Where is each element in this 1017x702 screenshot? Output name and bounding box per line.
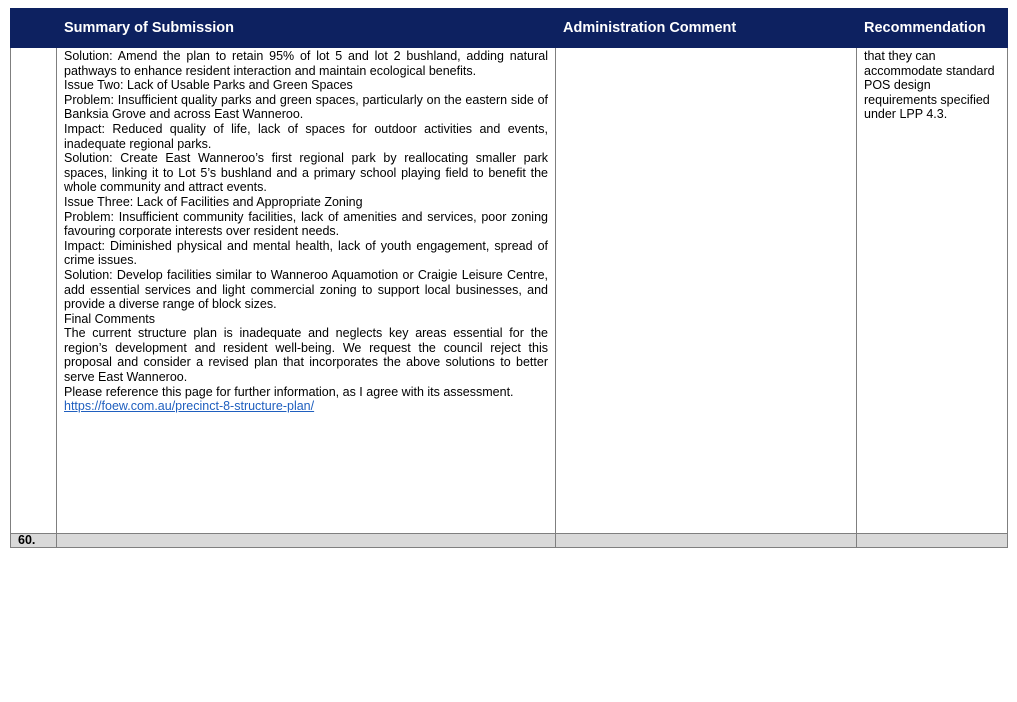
recommendation-cell	[857, 48, 1008, 534]
summary-line: Impact: Reduced quality of life, lack of spaces for outdoor activities and events, inadequate regional parks.	[64, 121, 548, 151]
table-row	[11, 48, 1008, 534]
summary-line: Issue Two: Lack of Usable Parks and Green Spaces	[64, 78, 353, 93]
summary-line: Final Comments	[64, 311, 155, 326]
summary-line: Solution: Amend the plan to retain 95% of lot 5 and lot 2 bushland, adding natural pathways to enhance resident interaction and maintain ecological benefits.	[64, 49, 548, 78]
header-number	[11, 9, 57, 48]
admin-cell-empty	[556, 534, 857, 548]
summary-line: Problem: Insufficient community facilities, lack of amenities and services, poor zoning favouring corporate interests over resident needs.	[64, 209, 548, 239]
submissions-table	[10, 8, 1008, 548]
row-number: 60.	[11, 534, 57, 548]
admin-comment-cell	[556, 48, 857, 534]
header-admin-comment: Administration Comment	[556, 9, 857, 48]
summary-cell-empty	[57, 534, 556, 548]
summary-text	[57, 48, 555, 414]
reference-link[interactable]: https://foew.com.au/precinct-8-structure-plan/	[64, 399, 315, 414]
summary-cell	[57, 48, 556, 534]
reference-link-line	[64, 399, 548, 414]
summary-line: Problem: Insufficient quality parks and green spaces, particularly on the eastern side of Banksia Grove and across East Wanneroo.	[64, 92, 548, 122]
header-summary: Summary of Submission	[57, 9, 556, 48]
summary-line: Solution: Create East Wanneroo’s first regional park by reallocating smaller park spaces, linking it to Lot 5’s bushland and a primary school playing field to benefit the whole community and attract events.	[64, 151, 548, 195]
summary-line: Solution: Develop facilities similar to Wanneroo Aquamotion or Craigie Leisure Centre, add essential services and light commercial zoning to support local businesses, and provide a diverse range of block sizes.	[64, 267, 548, 312]
recommendation-cell-empty	[857, 534, 1008, 548]
admin-comment-text	[556, 48, 856, 49]
summary-line: Issue Three: Lack of Facilities and Appropriate Zoning	[64, 194, 363, 209]
summary-line: Impact: Diminished physical and mental health, lack of youth engagement, spread of crime issues.	[64, 238, 548, 268]
table-header-row	[11, 9, 1008, 48]
header-recommendation: Recommendation	[857, 9, 1008, 48]
number-cell	[11, 48, 57, 534]
table-row-60	[11, 534, 1008, 548]
summary-line: Please reference this page for further information, as I agree with its assessment.	[64, 384, 514, 399]
summary-line: The current structure plan is inadequate and neglects key areas essential for the region’s development and resident well-being. We request the council reject this proposal and consider a revised plan that incorporates the above solutions to better serve East Wanneroo.	[64, 326, 548, 385]
recommendation-text: that they can accommodate standard POS design requirements specified under LPP 4.3.	[864, 49, 995, 122]
